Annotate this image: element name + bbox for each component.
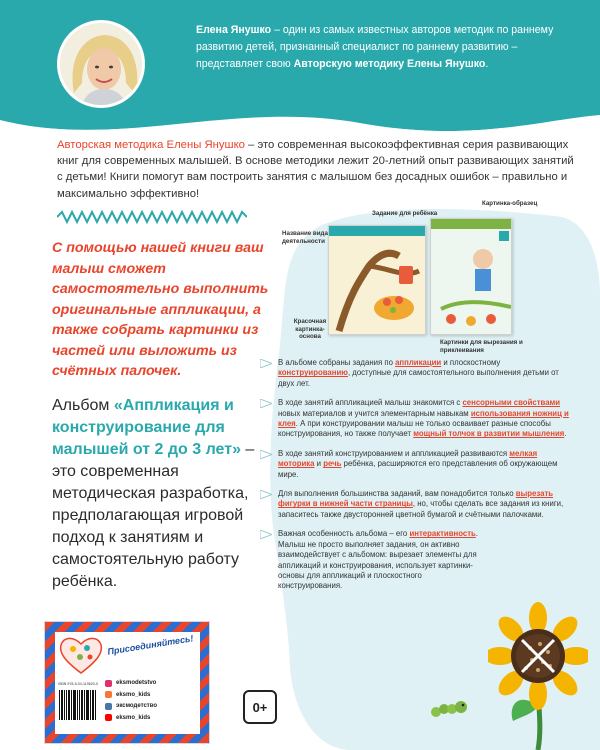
vk-icon: [105, 703, 112, 710]
social-row[interactable]: [105, 678, 200, 688]
author-desc: – один из самых известных авторов методик по раннему развитию детей, признанный специалист по раннему развитию – представляет свою: [196, 24, 554, 70]
instagram-icon: [105, 691, 112, 698]
zigzag-divider: [57, 210, 247, 224]
bullet-text: новых материалов и учится элементарным навыкам: [278, 408, 471, 418]
bullet-text: Важная особенность альбома – его: [278, 529, 410, 539]
heart-logo-icon: [59, 635, 103, 675]
lead-text: С помощью нашей книги ваш малыш сможет самостоятельно выполнить оригинальные аппликации, а также собрать картинки из частей или выложить из счётных палочек.: [52, 240, 269, 379]
bullet-text: В ходе занятий конструированием и аппликацией развиваются: [278, 448, 510, 458]
album-suffix: – это современная методическая разработка, предполагающая игровой подход к занятиям и самостоятельную работу ребёнка.: [52, 441, 255, 590]
bullet-highlight: вырезать фигурки в нижней части страницы: [278, 489, 554, 509]
bullet-highlight: аппликации: [395, 358, 442, 367]
bullet-text: , но, чтобы сделать все задания из книги, запаситесь также двусторонней цветной бумагой и счётными палочками.: [278, 499, 564, 519]
bullet-arrow-icon: [260, 450, 272, 459]
caterpillar-illustration: [430, 697, 470, 719]
intro-accent: Авторская методика Елены Янушко: [57, 139, 245, 151]
author-method: Авторскую методику Елены Янушко: [293, 58, 486, 70]
bullet-text: . А при конструировании малыш не только осваивает разные способы конструирования, но также получает: [278, 419, 551, 439]
social-label: eksmo_kids: [116, 714, 151, 721]
bullet-highlight: речь: [323, 459, 342, 469]
list-item: [270, 358, 570, 389]
bullet-text: и плоскостному: [441, 358, 501, 367]
author-name: Елена Янушко: [196, 24, 272, 36]
instagram-icon: [105, 680, 112, 687]
social-label: eksmo_kids: [116, 691, 151, 698]
social-row[interactable]: [105, 713, 200, 723]
book-spread-left: [328, 225, 426, 335]
join-text: Присоединяйтесь!: [106, 633, 194, 657]
bullet-arrow-icon: [260, 490, 272, 499]
bullet-arrow-icon: [260, 530, 272, 539]
age-rating-badge: 0+: [243, 690, 277, 724]
bullet-arrow-icon: [260, 399, 272, 408]
bullet-text: В ходе занятий аппликацией малыш знакомится с: [278, 398, 463, 408]
publisher-card: [44, 621, 210, 744]
book-spread-right: [430, 218, 512, 335]
author-photo: [57, 20, 145, 108]
intro-text: – это современная высокоэффективная серия развивающих книг для современных малышей. В основе методики лежит 20-летний опыт развивающих занятий с детьми! Книги помогут вам построить занятия с малышом без досадных ошибок – правильно и максимально эффективно!: [57, 139, 574, 200]
bullet-text: Для выполнения большинства заданий, вам понадобится только: [278, 489, 516, 499]
bullet-text: .: [564, 429, 567, 439]
author-description: [196, 22, 566, 73]
card-inner: [55, 632, 200, 734]
bullet-highlight: мелкая моторика: [278, 448, 538, 469]
list-item: [270, 489, 570, 520]
bullet-text: и: [314, 459, 324, 469]
bullet-highlight: использования ножниц и клея: [278, 408, 569, 429]
intro-paragraph: [57, 137, 577, 202]
bullet-text: В альбоме собраны задания по: [278, 358, 396, 367]
list-item: [270, 449, 570, 480]
bullet-highlight: конструированию: [278, 368, 348, 378]
album-prefix: Альбом: [52, 397, 114, 414]
list-item: [270, 529, 480, 591]
social-row[interactable]: [105, 690, 200, 700]
social-row[interactable]: [105, 701, 200, 711]
list-item: [270, 398, 570, 440]
bullet-highlight: интерактивность: [409, 529, 476, 539]
callout-cutout: Картинки для вырезания и приклеивания: [440, 339, 523, 354]
bullet-arrow-icon: [260, 359, 272, 368]
isbn-text: ISBN 978-5-04-119620-0: [58, 682, 98, 686]
bullet-highlight: мощный толчок в развитии мышления: [413, 429, 565, 439]
callout-task: Задание для ребёнка: [372, 210, 438, 217]
youtube-icon: [105, 714, 112, 721]
album-description: [52, 395, 267, 593]
bullet-list: [270, 358, 570, 601]
callout-activity: Название вида деятельности: [282, 230, 328, 245]
bullet-highlight: сенсорными свойствами: [462, 398, 561, 408]
sunflower-illustration: [488, 596, 588, 750]
bullet-text: , доступные для самостоятельного выполнения детьми от двух лет.: [278, 368, 559, 388]
album-title: «Аппликация и конструирование для малышей от 2 до 3 лет»: [52, 397, 241, 458]
social-links: [105, 678, 200, 724]
barcode: [58, 688, 98, 726]
social-label: eksmodetstvo: [116, 680, 157, 686]
callout-base: Красочная картинка-основа: [293, 318, 327, 340]
callout-sample: Картинка-образец: [482, 200, 538, 207]
bullet-text: . Малыш не просто выполняет задания, он активно взаимодействует с альбомом: вырезает элементы для аппликаций и конструирования, использует картинки-основы для аппликаций и плоскостного конструирования.: [278, 529, 478, 591]
author-end: .: [485, 58, 489, 70]
social-label: эксмодетство: [116, 703, 157, 709]
bullet-text: ребёнка, расширяются его представления об окружающем мире.: [278, 459, 558, 479]
